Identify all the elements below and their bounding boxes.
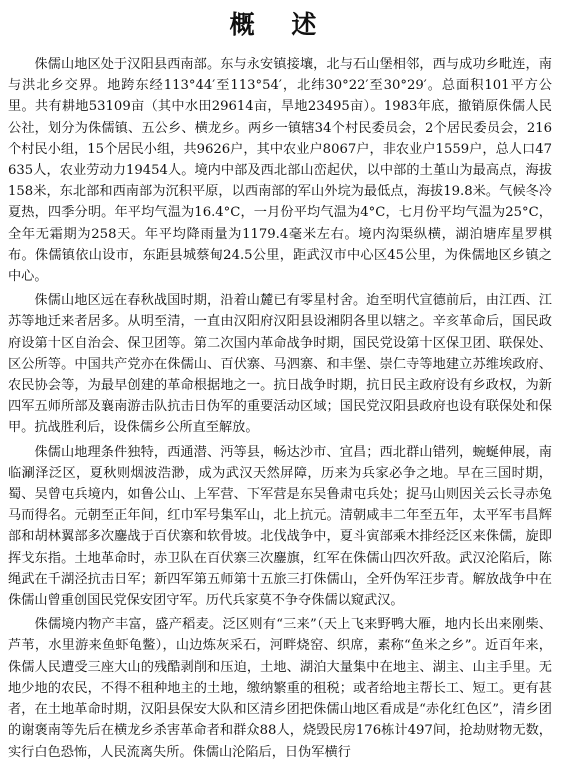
page-title: 概 述 (229, 10, 331, 39)
paragraph-products: 侏儒境内物产丰富，盛产稻麦。泛区则有“三来”（天上飞来野鸭大雁，地内长出来刚柴、芦苇，水里游来鱼虾龟鳖），山边炼灰采石，河畔烧窑、织席，素称“鱼米之乡”。近百年来，侏儒人民遭受三座大山的残酷剥削和压迫，土地、湖泊大量集中在地主、湖主、山主手里。无地少地的农民，不得不租种地主的土地，缴纳繁重的租税；或者给地主帮长工、短工。更有甚者，在土地革命时期，汉阳县保安大队和区清乡团把侏儒山地区看成是“赤化红色区”，清乡团的谢褒南等先后在横龙乡杀害革命者和群众88人，烧毁民房176栋计497间，抢劫财物无数，实行白色恐怖，人民流离失所。侏儒山沦陷后，日伪军横行 (8, 617, 552, 760)
paragraph-history: 侏儒山地区远在春秋战国时期，沿着山麓已有零星村舍。迨至明代宣德前后，由江西、江苏等地迁来者居多。从明至清，一直由汉阳府汉阳县设湘阴各里以辖之。辛亥革命后，国民政府设第十区自治会、保卫团等。第二次国内革命战争时期，国民党设第十区保卫团、联保处、区公所等。中国共产党亦在侏儒山、百伏寨、马泗寨、和丰堡、崇仁寺等地建立苏维埃政府、农民协会等，为最早创建的革命根据地之一。抗日战争时期，抗日民主政府设有乡政权，为新四军五师所部及襄南游击队抗击日伪军的重要活动区域；国民党汉阳县政府也设有联保处和保甲。抗战胜利后，设侏儒乡公所直至解放。 (8, 293, 552, 436)
paragraph-geography: 侏儒山地理条件独特，西通潜、沔等县，畅达沙市、宜昌；西北群山错列，蜿蜒伸展，南临涮泽泛区，夏秋则烟波浩渺，成为武汉天然屏障，历来为兵家必争之地。早在三国时期，蜀、吴曾屯兵境内，如鲁公山、上军营、下军营是东吴鲁肃屯兵处；捉马山则因关云长寻赤兔马而得名。元朝至正年间，红巾军号集军山，北上抗元。清朝咸丰二年至五年，太平军韦昌辉部和胡林翼部多次鏖战于百伏寨和软骨坡。北伐战争中，夏斗寅部乘木排经泛区来侏儒，旋即挥戈东指。土地革命时，赤卫队在百伏寨三次鏖旗，红军在侏儒山四次歼敌。武汉沦陷后，陈绳武在千湖泾抗击日军；新四军第五师第十五旅三打侏儒山，全歼伪军汪步青。解放战争中在侏儒山曾重创国民党保安团守军。历代兵家莫不争夺侏儒以窥武汉。 (8, 444, 552, 609)
paragraph-overview: 侏儒山地区处于汉阳县西南部。东与永安镇接壤，北与石山堡相邻，西与成功乡毗连，南与洪北乡交界。地跨东经113°44′至113°54′，北纬30°22′至30°29′。总面积101平方公里。共有耕地53109亩（其中水田29614亩，旱地23495亩）。1983年底，撤销原侏儒人民公社，划分为侏儒镇、五公乡、横龙乡。两乡一镇辖34个村民委员会，2个居民委员会，216个村民小组，15个居民小组，共9626户，其中农业户8067户，非农业户1559户，总人口47635人，农业劳动力19454人。境内中部及西北部山峦起伏，以中部的土堇山为最高点，海拔158米，东北部和西南部为沉积平原，以西南部的军山外垸为最低点，海拔19.8米。气候冬冷夏热，四季分明。年平均气温为16.4°C，一月份平均气温为4°C，七月份平均气温为25°C，全年无霜期为258天。年平均降雨量为1179.4毫米左右。境内沟渠纵横，湖泊塘库星罗棋布。侏儒镇依山设市，东距县城蔡甸24.5公里，距武汉市中心区45公里，为侏儒地区乡镇之中心。 (8, 57, 552, 285)
